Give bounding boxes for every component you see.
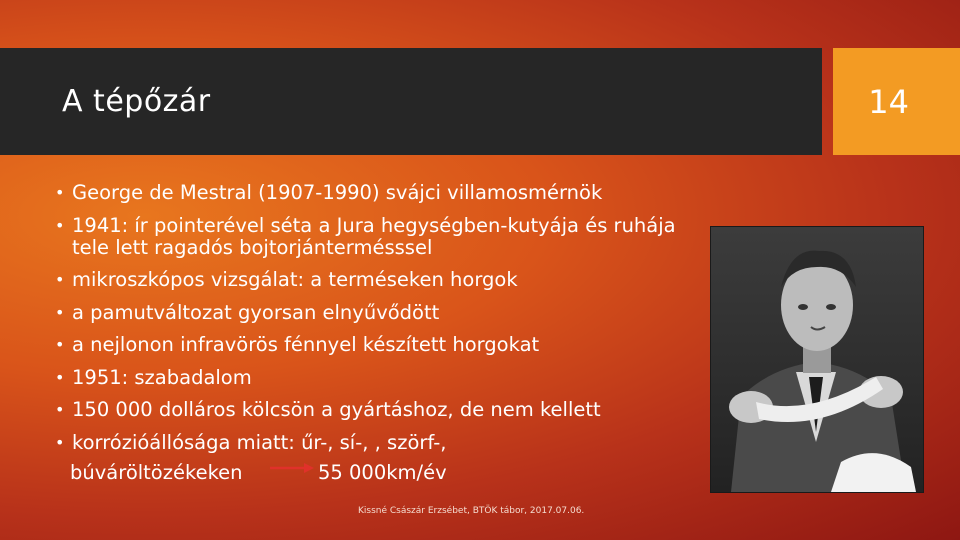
bullet-dot-icon: •: [55, 183, 65, 202]
bullet-text: mikroszkópos vizsgálat: a terméseken horgok: [72, 268, 518, 291]
bullet-text: 1941: ír pointerével séta a Jura hegységben-kutyája és ruhája tele lett ragadós bojtorjántermésssel: [72, 213, 676, 259]
bullet-item: [55, 430, 698, 454]
last-line-right: 55 000km/év: [318, 461, 447, 484]
footer-credit: Kissné Császár Erzsébet, BTÖK tábor, 2017.07.06.: [358, 506, 585, 516]
last-line-left: búváröltözékeken: [70, 461, 243, 484]
portrait-photo: [710, 226, 924, 493]
bullet-dot-icon: •: [55, 270, 65, 289]
bullet-text: 150 000 dolláros kölcsön a gyártáshoz, de nem kellett: [72, 398, 601, 421]
last-line: [70, 461, 243, 484]
bullet-item: [55, 365, 698, 389]
bullet-item: [55, 268, 698, 291]
bullet-dot-icon: •: [55, 367, 65, 387]
bullet-text: 1951: szabadalom: [72, 365, 252, 389]
page-number: 14: [868, 82, 909, 121]
bullet-item: [55, 300, 698, 324]
bullet-list: [55, 181, 698, 464]
bullet-dot-icon: •: [55, 335, 65, 354]
slide-title: A tépőzár: [62, 84, 211, 119]
bullet-text: a pamutváltozat gyorsan elnyűvődött: [72, 300, 440, 324]
bullet-text: a nejlonon infravörös fénnyel készített horgokat: [72, 333, 540, 356]
bullet-item: [55, 213, 698, 259]
bullet-item: [55, 398, 698, 421]
arrow-right-icon: [268, 462, 316, 474]
bullet-dot-icon: •: [55, 302, 65, 322]
bullet-text: korrózióállósága miatt: űr-, sí-, , szörf-,: [72, 430, 447, 454]
portrait-illustration: [711, 227, 923, 492]
bullet-item: [55, 181, 698, 204]
bullet-text: George de Mestral (1907-1990) svájci villamosmérnök: [72, 181, 603, 204]
bullet-dot-icon: •: [55, 432, 65, 452]
bullet-item: [55, 333, 698, 356]
bullet-dot-icon: •: [55, 215, 65, 235]
bullet-dot-icon: •: [55, 400, 65, 419]
